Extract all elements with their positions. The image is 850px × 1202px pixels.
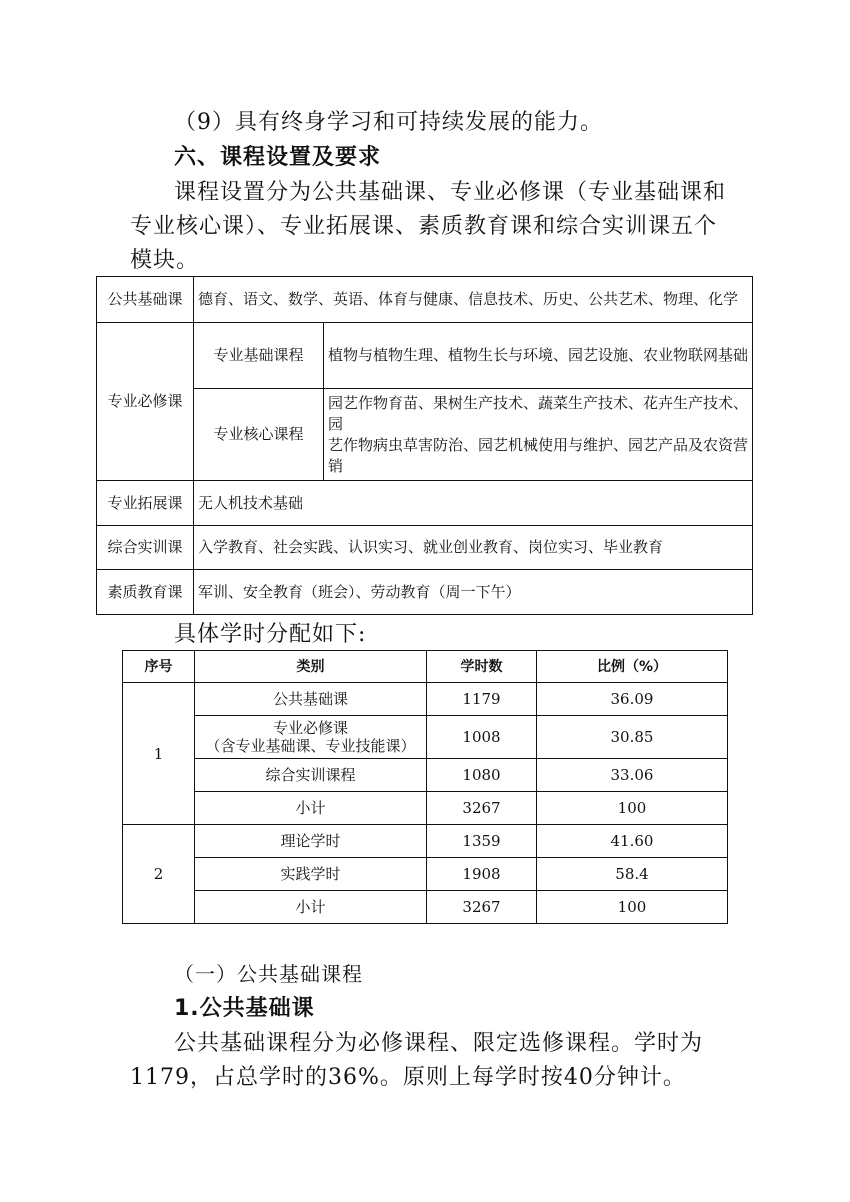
public-content: 德育、语文、数学、英语、体育与健康、信息技术、历史、公共艺术、物理、化学	[194, 277, 753, 323]
training-content: 入学教育、社会实践、认识实习、就业创业教育、岗位实习、毕业教育	[194, 526, 753, 570]
extension-content: 无人机技术基础	[194, 481, 753, 526]
sub-sub-heading: 1.公共基础课	[174, 996, 315, 1021]
module-table	[96, 276, 753, 615]
category-cell: 公共基础课	[195, 683, 427, 716]
table-row	[97, 323, 753, 389]
core-content	[324, 389, 753, 481]
table-row	[123, 792, 728, 825]
category-cell: 理论学时	[195, 825, 427, 858]
group-2-no: 2	[123, 825, 195, 924]
basic-content: 植物与植物生理、植物生长与环境、园艺设施、农业物联网基础	[324, 323, 753, 389]
header-ratio: 比例（%）	[537, 651, 728, 683]
table-header-row	[123, 651, 728, 683]
core-content-line-2: 艺作物病虫草害防治、园艺机械使用与维护、园艺产品及农资营销	[328, 435, 749, 475]
category-main: 专业必修课	[272, 719, 348, 737]
hours-cell: 1080	[427, 759, 537, 792]
table-row	[97, 570, 753, 615]
header-no: 序号	[123, 651, 195, 683]
category-cell: 小计	[195, 792, 427, 825]
section-heading: 六、课程设置及要求	[174, 145, 382, 170]
basic-label: 专业基础课程	[194, 323, 324, 389]
table-row	[97, 526, 753, 570]
category-sub: （含专业基础课、专业技能课）	[205, 737, 416, 755]
category-cell: 小计	[195, 891, 427, 924]
hours-cell: 3267	[427, 792, 537, 825]
hours-cell: 3267	[427, 891, 537, 924]
table-row	[97, 481, 753, 526]
sub-heading: （一）公共基础课程	[174, 962, 363, 986]
table-row	[123, 858, 728, 891]
ratio-cell: 33.06	[537, 759, 728, 792]
training-label: 综合实训课	[97, 526, 194, 570]
category-cell	[195, 716, 427, 759]
hours-table	[122, 650, 728, 924]
closing-paragraph: 公共基础课程分为必修课程、限定选修课程。学时为1179，占总学时的36%。原则上每学时按40分钟计。	[130, 1031, 704, 1090]
table-row	[123, 759, 728, 792]
table-row	[123, 891, 728, 924]
group-1-no: 1	[123, 683, 195, 825]
intro-paragraph: 课程设置分为公共基础课、专业必修课（专业基础课和专业核心课）、专业拓展课、素质教育课和综合实训课五个模块。	[130, 180, 727, 273]
ratio-cell: 36.09	[537, 683, 728, 716]
hours-cell: 1179	[427, 683, 537, 716]
ratio-cell: 41.60	[537, 825, 728, 858]
quality-label: 素质教育课	[97, 570, 194, 615]
table-row	[123, 683, 728, 716]
header-hours: 学时数	[427, 651, 537, 683]
extension-label: 专业拓展课	[97, 481, 194, 526]
hours-cell: 1908	[427, 858, 537, 891]
table-row	[123, 825, 728, 858]
table-row	[97, 277, 753, 323]
hours-intro: 具体学时分配如下:	[174, 622, 367, 647]
core-label: 专业核心课程	[194, 389, 324, 481]
table-row	[97, 389, 753, 481]
ratio-cell: 58.4	[537, 858, 728, 891]
ratio-cell: 100	[537, 891, 728, 924]
ratio-cell: 100	[537, 792, 728, 825]
public-label: 公共基础课	[97, 277, 194, 323]
header-category: 类别	[195, 651, 427, 683]
hours-cell: 1008	[427, 716, 537, 759]
core-content-line-1: 园艺作物育苗、果树生产技术、蔬菜生产技术、花卉生产技术、园	[328, 393, 749, 433]
category-cell: 实践学时	[195, 858, 427, 891]
quality-content: 军训、安全教育（班会）、劳动教育（周一下午）	[194, 570, 753, 615]
hours-cell: 1359	[427, 825, 537, 858]
item-9-text: （9）具有终身学习和可持续发展的能力。	[174, 110, 603, 135]
required-label: 专业必修课	[97, 323, 194, 481]
table-row	[123, 716, 728, 759]
ratio-cell: 30.85	[537, 716, 728, 759]
category-cell: 综合实训课程	[195, 759, 427, 792]
